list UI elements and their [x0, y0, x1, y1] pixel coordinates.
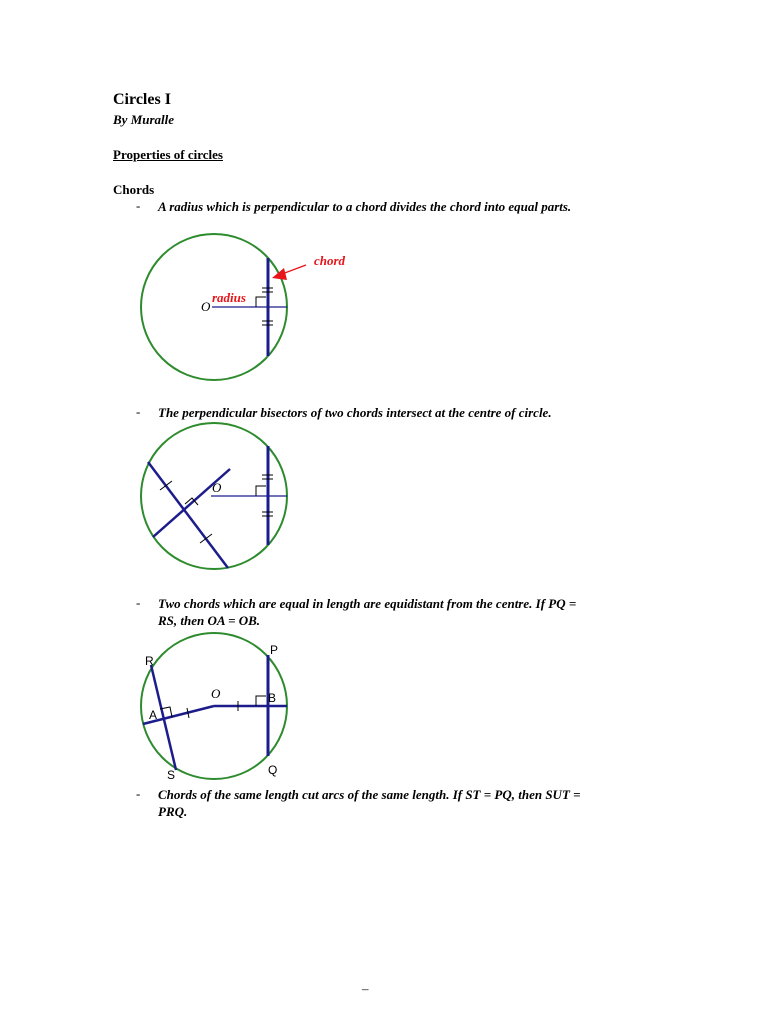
bullet-marker: -	[136, 595, 141, 610]
bullet-text-4-line2: PRQ.	[158, 804, 188, 819]
label-S: S	[167, 768, 176, 782]
bullet-text-2: The perpendicular bisectors of two chords intersect at the centre of circle.	[158, 405, 552, 420]
bullet-marker: -	[136, 404, 141, 419]
label-P: P	[270, 643, 279, 657]
center-label: O	[211, 686, 221, 701]
label-Q: Q	[268, 763, 278, 777]
label-R: R	[145, 654, 154, 668]
center-label: O	[212, 480, 222, 495]
bullet-text-3-line2: RS, then OA = OB.	[158, 613, 261, 628]
bullet-text-4-line1: Chords of the same length cut arcs of the same length. If ST = PQ, then SUT =	[158, 787, 581, 802]
bullet-text-3-line1: Two chords which are equal in length are equidistant from the centre. If PQ =	[158, 596, 577, 611]
section-heading: Properties of circles	[113, 147, 223, 162]
section-subheading: Chords	[113, 182, 155, 197]
chord-label: chord	[314, 253, 346, 268]
label-B: B	[268, 691, 277, 705]
center-label: O	[201, 299, 211, 314]
radius-label: radius	[212, 290, 246, 305]
right-angle-mark	[256, 696, 266, 706]
bullet-marker: -	[136, 786, 141, 801]
bullet-text-1: A radius which is perpendicular to a chord divides the chord into equal parts.	[158, 199, 572, 214]
label-A: A	[149, 708, 158, 722]
bullet-marker: -	[136, 198, 141, 213]
page-mark: –	[362, 981, 369, 996]
document-title: Circles I	[113, 91, 171, 108]
document-author: By Muralle	[113, 112, 175, 127]
